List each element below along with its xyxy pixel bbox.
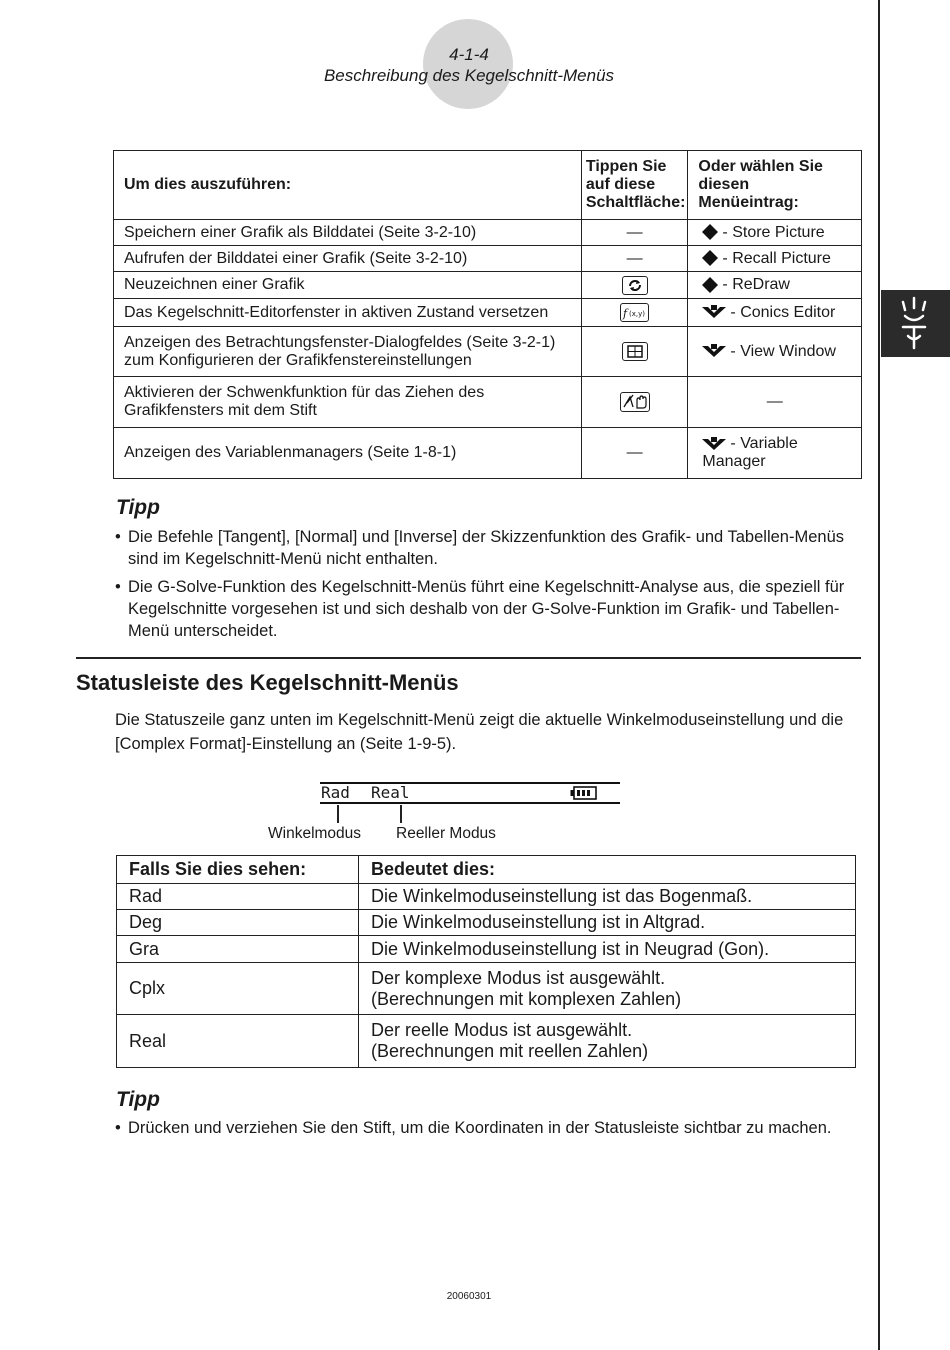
column-header: Tippen Sie auf diese Schaltfläche: xyxy=(581,151,688,220)
chevron-menu-icon xyxy=(702,437,726,451)
chevron-menu-icon xyxy=(702,344,726,358)
status-angle: Rad xyxy=(321,783,350,802)
battery-icon xyxy=(570,786,598,800)
button-cell xyxy=(581,272,688,299)
menu-entry: - Store Picture xyxy=(722,223,825,241)
tip-text: Drücken und verziehen Sie den Stift, um die Koordinaten in der Statusleiste sichtbar zu machen. xyxy=(128,1119,832,1137)
button-cell xyxy=(581,299,688,327)
side-tab xyxy=(881,290,950,357)
action-cell: Aufrufen der Bilddatei einer Grafik (Seite 3-2-10) xyxy=(114,246,582,272)
view-window-icon xyxy=(622,342,648,361)
table-header-row xyxy=(114,151,862,220)
meaning-line: Der reelle Modus ist ausgewählt. xyxy=(371,1020,633,1040)
tip-bullet: • Die Befehle [Tangent], [Normal] und [Inverse] der Skizzenfunktion des Grafik- und Tabellen-Menüs sind im Kegelschnitt-Menü nicht enthalten. xyxy=(115,526,865,570)
action-cell: Anzeigen des Variablenmanagers (Seite 1-8-1) xyxy=(114,428,582,479)
table-row xyxy=(117,963,856,1015)
button-cell: — xyxy=(581,246,688,272)
button-cell: — xyxy=(581,428,688,479)
menu-cell xyxy=(688,272,862,299)
status-key: Deg xyxy=(117,910,359,936)
tip-bullet: • Die G-Solve-Funktion des Kegelschnitt-Menüs führt eine Kegelschnitt-Analyse aus, die speziell für Kegelschnitte vorgesehen ist und sich deshalb von der G-Solve-Funktion im Grafik- und Tabellen-Menü unterscheidet. xyxy=(115,576,865,642)
table-row xyxy=(114,327,862,377)
section-title: Statusleiste des Kegelschnitt-Menüs xyxy=(76,670,459,695)
table-row xyxy=(117,1015,856,1068)
callout-line xyxy=(400,805,402,823)
footer-code: 20060301 xyxy=(446,1291,492,1302)
redraw-icon xyxy=(622,276,648,295)
conics-icon xyxy=(881,290,950,357)
table-row xyxy=(114,428,862,479)
svg-text:(x,y): (x,y) xyxy=(629,310,646,318)
status-meaning: Die Winkelmoduseinstellung ist in Neugrad (Gon). xyxy=(359,936,856,963)
button-cell: — xyxy=(581,220,688,246)
page-title: Beschreibung des Kegelschnitt-Menüs xyxy=(323,66,615,85)
meaning-line: (Berechnungen mit komplexen Zahlen) xyxy=(371,988,682,1009)
column-header: Falls Sie dies sehen: xyxy=(117,856,359,884)
status-key: Gra xyxy=(117,936,359,963)
action-cell: Aktivieren der Schwenkfunktion für das Ziehen des Grafikfensters mit dem Stift xyxy=(114,377,582,428)
meaning-line: (Berechnungen mit reellen Zahlen) xyxy=(371,1041,649,1061)
tip-bullet: • Drücken und verziehen Sie den Stift, um die Koordinaten in der Statusleiste sichtbar zu machen. xyxy=(115,1117,875,1139)
table-row xyxy=(114,377,862,428)
diamond-menu-icon xyxy=(702,277,718,293)
svg-text:f: f xyxy=(623,307,628,320)
action-cell: Anzeigen des Betrachtungsfenster-Dialogfeldes (Seite 3-2-1) zum Konfigurieren der Grafikfenstereinstellungen xyxy=(114,327,582,377)
menu-cell xyxy=(688,327,862,377)
table-row xyxy=(117,910,856,936)
tip-heading: Tipp xyxy=(116,1088,160,1111)
menu-entry: - Recall Picture xyxy=(722,249,831,267)
column-header: Bedeutet dies: xyxy=(359,856,856,884)
button-cell xyxy=(581,377,688,428)
action-cell: Speichern einer Grafik als Bilddatei (Seite 3-2-10) xyxy=(114,220,582,246)
menu-cell: — xyxy=(688,377,862,428)
status-mode: Real xyxy=(371,783,410,802)
column-header: Um dies auszuführen: xyxy=(114,151,582,220)
status-bar-bottom-line xyxy=(320,802,620,804)
menu-cell xyxy=(688,246,862,272)
status-meaning xyxy=(359,1015,856,1068)
meaning-line: Der komplexe Modus ist ausgewählt. xyxy=(371,967,666,988)
diamond-menu-icon xyxy=(702,250,718,266)
action-cell: Das Kegelschnitt-Editorfenster in aktiven Zustand versetzen xyxy=(114,299,582,327)
status-key: Cplx xyxy=(117,963,359,1015)
menu-cell xyxy=(688,299,862,327)
table-header-row xyxy=(117,856,856,884)
label-angle-mode: Winkelmodus xyxy=(268,825,362,842)
status-key: Real xyxy=(117,1015,359,1068)
table-row xyxy=(114,246,862,272)
table-row xyxy=(114,299,862,327)
status-meaning: Die Winkelmoduseinstellung ist das Bogenmaß. xyxy=(359,884,856,910)
tip-text: Die G-Solve-Funktion des Kegelschnitt-Menüs führt eine Kegelschnitt-Analyse aus, die speziell für Kegelschnitte vorgesehen ist und sich deshalb von der G-Solve-Funktion im Grafik- und Tabellen-Menü unterscheidet. xyxy=(128,578,845,640)
tip-heading: Tipp xyxy=(116,496,160,519)
chevron-menu-icon xyxy=(702,305,726,319)
conics-editor-icon xyxy=(620,303,649,322)
menu-entry: - Conics Editor xyxy=(730,303,836,321)
diamond-menu-icon xyxy=(702,224,718,240)
status-key: Rad xyxy=(117,884,359,910)
commands-table xyxy=(113,150,862,479)
button-cell xyxy=(581,327,688,377)
callout-line xyxy=(337,805,339,823)
status-meaning xyxy=(359,963,856,1015)
menu-entry: - View Window xyxy=(730,342,836,360)
action-cell: Neuzeichnen einer Grafik xyxy=(114,272,582,299)
table-row xyxy=(117,884,856,910)
table-row xyxy=(114,272,862,299)
page-edge-line xyxy=(878,0,880,1350)
status-meaning: Die Winkelmoduseinstellung ist in Altgrad. xyxy=(359,910,856,936)
menu-cell xyxy=(688,220,862,246)
status-meaning-table xyxy=(116,855,856,1068)
page-number: 4-1-4 xyxy=(449,45,489,64)
section-paragraph: Die Statuszeile ganz unten im Kegelschnitt-Menü zeigt die aktuelle Winkelmoduseinstellung und die [Complex Format]-Einstellung an (Seite 1-9-5). xyxy=(115,711,844,753)
section-divider xyxy=(76,657,861,659)
column-header: Oder wählen Sie diesen Menüeintrag: xyxy=(688,151,862,220)
pan-icon xyxy=(620,392,650,412)
menu-cell xyxy=(688,428,862,479)
table-row xyxy=(114,220,862,246)
label-real-mode: Reeller Modus xyxy=(396,825,496,842)
table-row xyxy=(117,936,856,963)
menu-entry: - ReDraw xyxy=(722,276,790,293)
tip-text: Die Befehle [Tangent], [Normal] und [Inverse] der Skizzenfunktion des Grafik- und Tabellen-Menüs sind im Kegelschnitt-Menü nicht enthalten. xyxy=(128,528,844,568)
menu-entry: - Variable Manager xyxy=(702,435,798,470)
status-bar-top-line xyxy=(320,782,620,784)
